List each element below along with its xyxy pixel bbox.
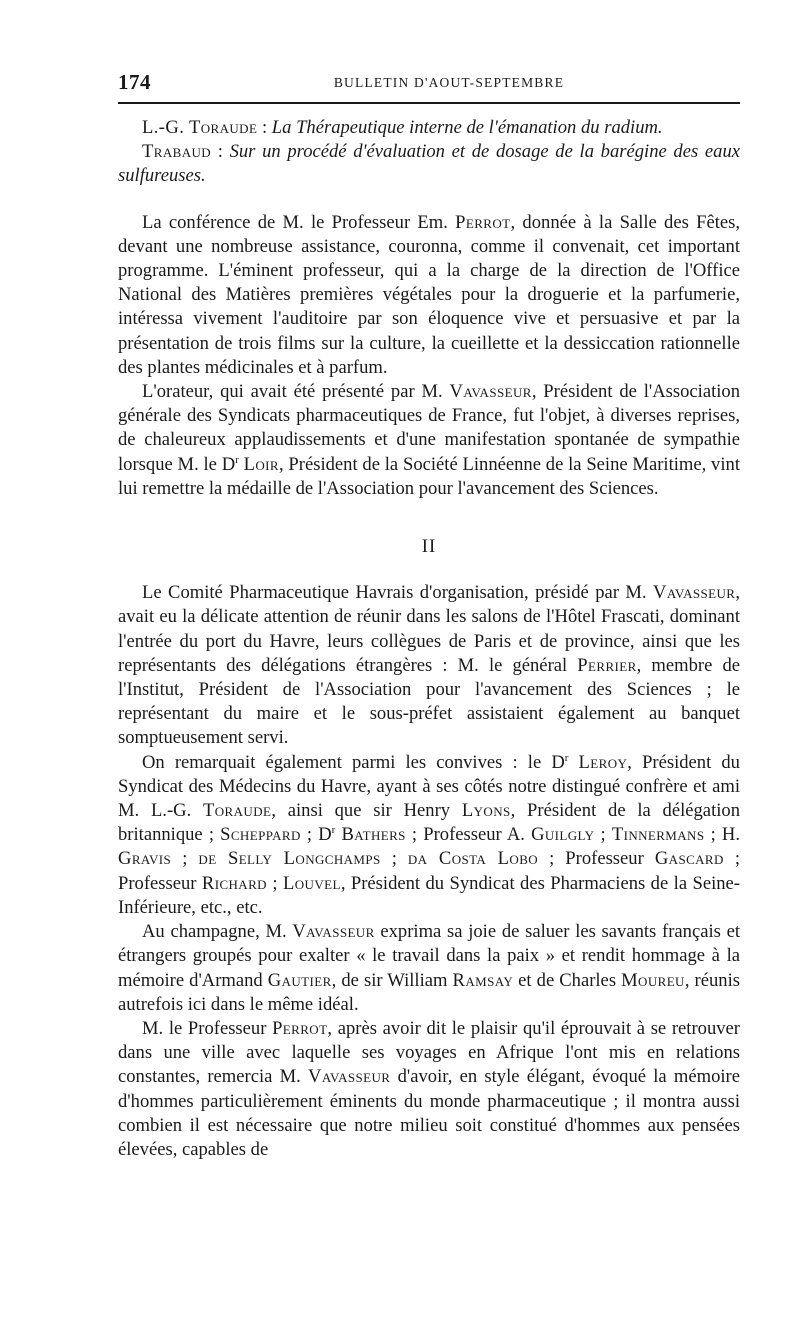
- person-name: Vavasseur: [292, 921, 375, 943]
- person-name: de Selly Longchamps: [198, 848, 381, 870]
- person-name: Leroy: [578, 751, 628, 773]
- person-name: Vavasseur: [653, 582, 736, 604]
- person-name: Perrot: [272, 1017, 328, 1039]
- person-name: Scheppard: [220, 824, 301, 846]
- reference-title: Sur un procédé d'évaluation et de dosage de la barégine des eaux sulfureuses.: [118, 141, 740, 187]
- spacer: [118, 189, 740, 211]
- person-name: da Costa Lobo: [407, 848, 539, 870]
- text-run: ;: [171, 848, 199, 870]
- paragraph: [118, 751, 740, 920]
- page-header: [118, 70, 740, 100]
- page-body: [118, 116, 740, 1162]
- person-name: Vavasseur: [449, 381, 532, 403]
- text-run: ; H.: [704, 824, 740, 846]
- reference-separator: :: [257, 117, 272, 138]
- text-run: , Président de l'Association générale des Syndicats pharmaceutiques de France, fut l'objet, à diverses reprises, de chaleureux applaudissements et d'une manifestation spontanée de sympathie lorsque M. le D: [118, 381, 741, 475]
- person-name: Richard: [201, 872, 267, 894]
- text-run: , avait eu la délicate attention de réunir dans les salons de l'Hôtel Frascati, dominant l'entrée du port du Havre, leurs collègues de Paris et de province, ainsi que les représentants des délégations étrangères : M. le général: [118, 582, 740, 676]
- paragraph: [118, 920, 740, 1017]
- person-name: Guilgly: [531, 824, 595, 846]
- spacer: [118, 559, 740, 581]
- text-run: Le Comité Pharmaceutique Havrais d'organisation, présidé par M.: [142, 582, 654, 604]
- text-run: et de Charles: [513, 969, 622, 991]
- text-run: ; Professeur A.: [405, 824, 532, 846]
- text-run: , Président de la délégation britannique ;: [118, 800, 740, 846]
- text-run: d'avoir, en style élégant, évoqué la mémoire d'hommes particulièrement éminents du monde pharmaceutique ; il montra aussi combien il est nécessaire que notre milieu soit constitué d'hommes aux pensées élevées, capables de: [118, 1066, 740, 1160]
- paragraph: [118, 1017, 740, 1162]
- text-run: , après avoir dit le plaisir qu'il éprouvait à se retrouver dans une ville avec laquelle ses voyages en Afrique l'ont mis en relations constantes, remercia M.: [118, 1017, 740, 1088]
- person-name: Bathers: [341, 824, 406, 846]
- reference-title: La Thérapeutique interne de l'émanation du radium.: [271, 117, 663, 138]
- person-name: Gautier: [267, 969, 332, 991]
- paragraph: [118, 211, 740, 380]
- text-run: [568, 752, 578, 773]
- text-run: , ainsi que sir Henry: [271, 800, 462, 822]
- text-run: , membre de l'Institut, Président de l'Association pour l'avancement des Sciences ; le représentant du maire et le sous-préfet assistaient également au banquet somptueusement servi.: [118, 654, 741, 749]
- text-run: , de sir William: [331, 969, 453, 991]
- reference-entry: [118, 116, 740, 140]
- paragraph: [118, 380, 740, 501]
- text-run: , Président du Syndicat des Pharmaciens de la Seine-Inférieure, etc., etc.: [118, 872, 740, 918]
- spacer: [118, 501, 740, 535]
- page-number: 174: [118, 70, 151, 94]
- person-name: Gravis: [118, 848, 172, 870]
- text-run: , donnée à la Salle des Fêtes, devant une nombreuse assistance, couronna, comme il convenait, cet important programme. L'éminent professeur, qui a la charge de la direction de l'Office National des Matières premières végétales pour la droguerie et la parfumerie, intéressa vivement l'auditoire par son éloquence vive et persuasive et par la présentation de trois films sur la culture, la cueillette et la dessiccation rationnelle des plantes médicinales et à parfum.: [118, 211, 741, 378]
- person-name: Loir: [243, 453, 279, 475]
- text-run: L'orateur, qui avait été présenté par M.: [142, 381, 450, 403]
- person-name: Lyons: [461, 800, 511, 822]
- reference-author: L.-G. Toraude: [142, 117, 258, 138]
- reference-entry: [118, 140, 740, 188]
- superscript: r: [235, 453, 239, 466]
- person-name: Moureu: [621, 969, 685, 991]
- text-run: M. le Professeur: [142, 1017, 273, 1039]
- text-run: ;: [594, 824, 612, 846]
- reference-separator: :: [211, 141, 230, 163]
- text-run: ; Professeur: [118, 848, 740, 894]
- superscript: r: [564, 751, 569, 764]
- running-head: BULLETIN D'AOUT-SEPTEMBRE: [333, 75, 565, 90]
- text-run: ;: [266, 872, 283, 894]
- person-name: Tinnermans: [611, 824, 705, 846]
- text-run: On remarquait également parmi les convives : le D: [142, 751, 565, 773]
- text-run: , Président du Syndicat des Médecins du Havre, ayant à ses côtés notre distingué confrère et ami M. L.-G.: [118, 751, 740, 822]
- section-number: II: [421, 536, 437, 558]
- reference-author: Trabaud: [142, 141, 212, 163]
- text-run: ;: [380, 848, 408, 870]
- header-rule: [118, 102, 740, 104]
- person-name: Vavasseur: [308, 1066, 391, 1088]
- text-run: exprima sa joie de saluer les savants français et étrangers groupés pour exalter « le travail dans la paix » et rendit hommage à la mémoire d'Armand: [118, 921, 740, 991]
- text-run: Au champagne, M.: [142, 921, 293, 943]
- person-name: Gascard: [654, 848, 724, 870]
- text-run: ; Professeur: [538, 848, 655, 870]
- person-name: Ramsay: [452, 969, 514, 991]
- paragraph: [118, 581, 740, 750]
- person-name: Toraude: [203, 800, 272, 822]
- person-name: Perrot: [455, 211, 511, 233]
- text-run: , réunis autrefois ici dans le même idéal.: [118, 969, 740, 1015]
- text-run: ; D: [300, 824, 332, 846]
- person-name: Louvel: [283, 872, 341, 894]
- superscript: r: [331, 824, 336, 837]
- text-run: La conférence de M. le Professeur Em.: [142, 211, 456, 233]
- person-name: Perrier: [577, 654, 637, 676]
- text-run: , Président de la Société Linnéenne de la Seine Maritime, vint lui remettre la médaille de l'Association pour l'avancement des Sciences.: [118, 453, 740, 499]
